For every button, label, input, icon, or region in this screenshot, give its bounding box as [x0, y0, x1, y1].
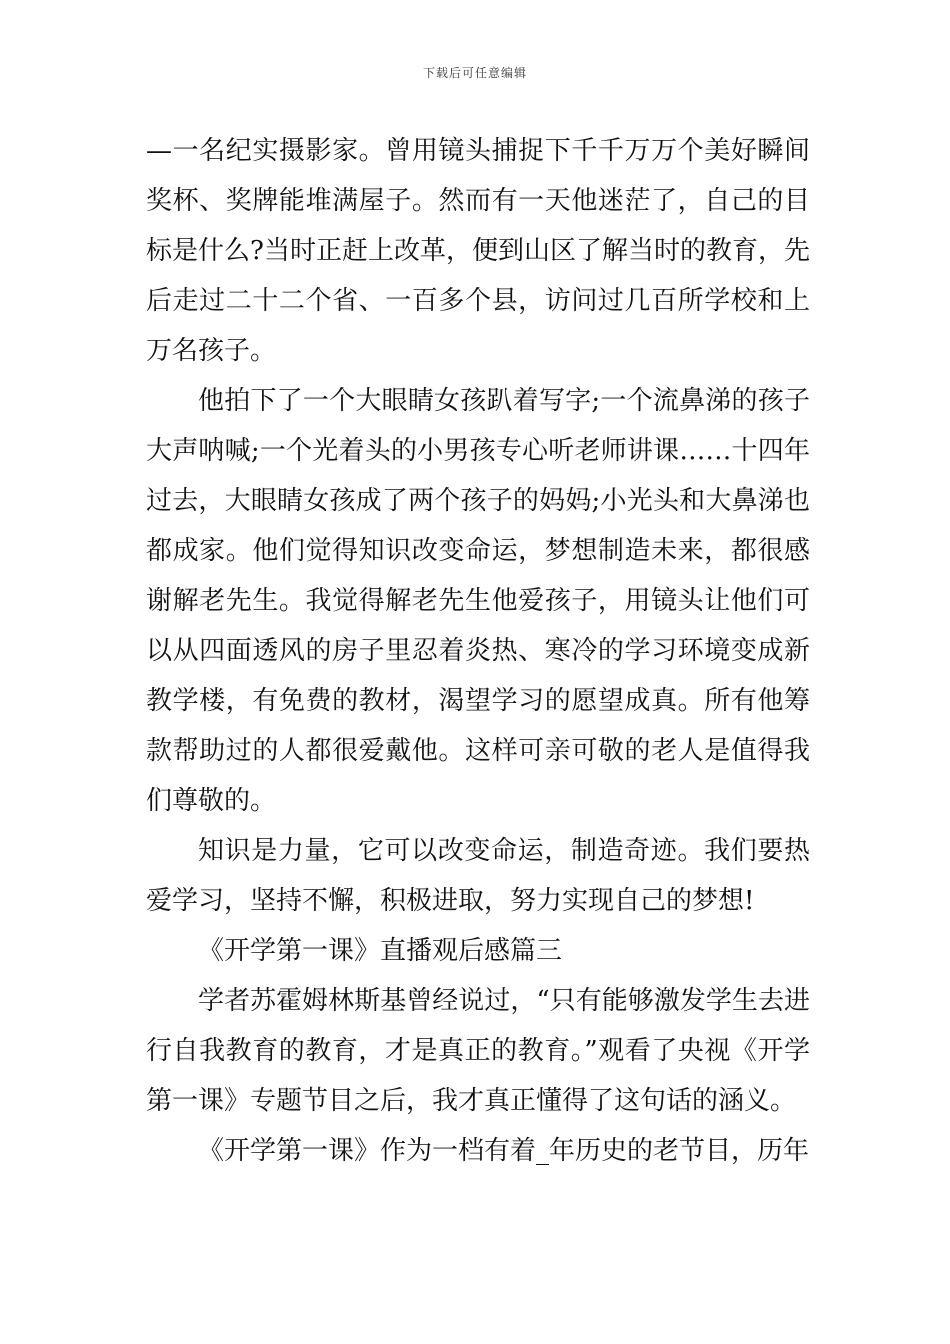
paragraph-5: 《开学第一课》作为一档有着_年历史的老节目，历年 [198, 1136, 810, 1166]
paragraph-3: 知识是力量，它可以改变命运，制造奇迹。我们要热爱学习，坚持不懈，积极进取，努力实现自己的梦想! [146, 836, 810, 916]
page-header: 下载后可任意编辑 [422, 66, 527, 80]
document-body [146, 126, 810, 1176]
paragraph-2: 他拍下了一个大眼睛女孩趴着写字;一个流鼻涕的孩子大声呐喊;一个光着头的小男孩专心听老师讲课……十四年过去，大眼睛女孩成了两个孩子的妈妈;小光头和大鼻涕也都成家。他们觉得知识改变命运，梦想制造未来，都很感谢解老先生。我觉得解老先生他爱孩子，用镜头让他们可以从四面透风的房子里忍着炎热、寒冷的学习环境变成新教学楼，有免费的教材，渴望学习的愿望成真。所有他筹款帮助过的人都很爱戴他。这样可亲可敬的老人是值得我们尊敬的。 [146, 386, 810, 816]
paragraph-4: 学者苏霍姆林斯基曾经说过，“只有能够激发学生去进行自我教育的教育，才是真正的教育。”观看了央视《开学第一课》专题节目之后，我才真正懂得了这句话的涵义。 [146, 986, 810, 1116]
paragraph-1: —一名纪实摄影家。曾用镜头捕捉下千千万万个美好瞬间奖杯、奖牌能堆满屋子。然而有一天他迷茫了，自己的目标是什么?当时正赶上改革，便到山区了解当时的教育，先后走过二十二个省、一百多个县，访问过几百所学校和上万名孩子。 [146, 136, 810, 366]
section-heading: 《开学第一课》直播观后感篇三 [198, 936, 563, 966]
